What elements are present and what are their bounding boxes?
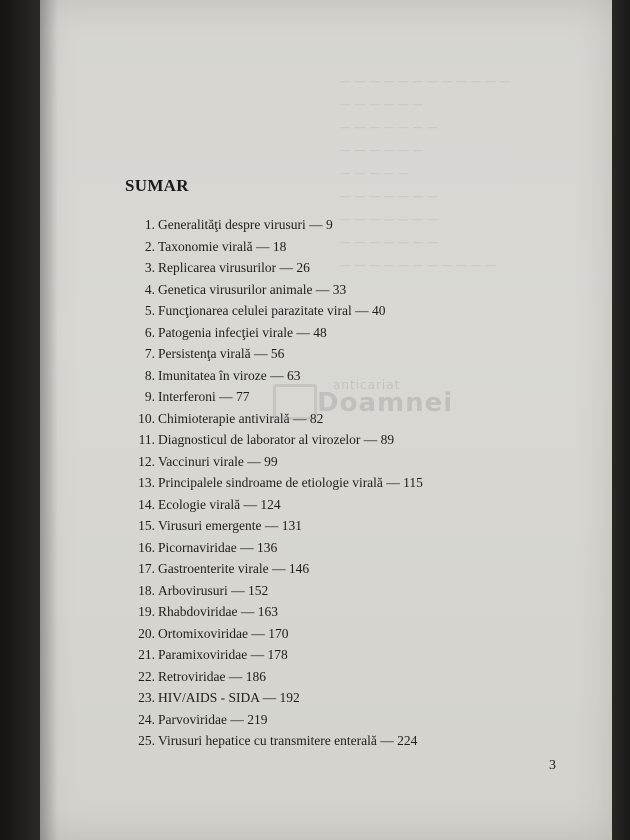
- toc-entry-number: 10.: [138, 410, 155, 426]
- toc-entry-number: 19.: [138, 604, 155, 619]
- toc-entry-title: Taxonomie virală — 18: [158, 238, 287, 254]
- toc-entry-title: Replicarea virusurilor — 26: [158, 260, 310, 275]
- toc-entry: [144, 300, 423, 322]
- toc-entry-number: 20.: [138, 625, 155, 641]
- table-of-contents: [138, 214, 423, 752]
- toc-entry: [144, 214, 423, 236]
- toc-entry: [138, 472, 423, 494]
- toc-entry-number: 8.: [144, 367, 155, 383]
- toc-entry-number: 23.: [138, 690, 155, 705]
- toc-entry-title: Patogenia infecţiei virale — 48: [158, 324, 327, 340]
- toc-entry-number: 3.: [144, 260, 155, 275]
- book-page: [40, 0, 612, 840]
- toc-entry: [138, 515, 423, 537]
- page-number: 3: [549, 758, 556, 773]
- toc-entry-number: 9.: [144, 389, 155, 404]
- toc-entry-title: Generalităţi despre virusuri — 9: [158, 217, 333, 232]
- toc-entry-number: 13.: [138, 475, 155, 490]
- toc-entry: [138, 451, 423, 473]
- toc-entry-number: 1.: [144, 217, 155, 232]
- toc-entry: [138, 580, 423, 602]
- toc-entry-title: Rhabdoviridae — 163: [158, 604, 278, 619]
- toc-entry: [144, 257, 423, 279]
- toc-entry-number: 15.: [138, 518, 155, 533]
- page-title: SUMAR: [125, 176, 189, 195]
- toc-entry: [138, 730, 423, 752]
- bleed-through-text: — — — — — — — — — — — — — — — — — — — — — — — — — — — — — — — — — — — — — — — — — — — — — — — — — — — — — — — — — — — — — — — — — — — —: [340, 75, 511, 272]
- toc-entry-number: 7.: [144, 346, 155, 361]
- toc-entry-title: Arbovirusuri — 152: [158, 582, 269, 598]
- toc-entry-number: 14.: [138, 496, 155, 512]
- toc-entry-number: 2.: [144, 238, 155, 254]
- toc-entry: [138, 666, 423, 688]
- toc-entry-title: Chimioterapie antivirală — 82: [158, 410, 324, 426]
- toc-entry-title: Parvoviridae — 219: [158, 711, 268, 727]
- toc-entry: [144, 343, 423, 365]
- toc-entry-title: Interferoni — 77: [158, 389, 250, 404]
- toc-entry-number: 24.: [138, 711, 155, 727]
- toc-entry-number: 17.: [138, 561, 155, 576]
- toc-entry: [138, 537, 423, 559]
- watermark-logo: [273, 378, 473, 424]
- toc-entry-number: 18.: [138, 582, 155, 598]
- toc-entry-title: Ecologie virală — 124: [158, 496, 281, 512]
- toc-entry: [138, 644, 423, 666]
- toc-entry: [138, 601, 423, 623]
- toc-entry: [144, 279, 423, 301]
- toc-entry-title: Retroviridae — 186: [158, 668, 266, 684]
- toc-entry-title: Ortomixoviridae — 170: [158, 625, 289, 641]
- toc-entry: [144, 322, 423, 344]
- toc-entry-number: 22.: [138, 668, 155, 684]
- toc-entry-title: Genetica virusurilor animale — 33: [158, 281, 347, 297]
- toc-entry-number: 11.: [138, 432, 155, 447]
- toc-entry-number: 21.: [138, 647, 155, 662]
- spine-shadow: [40, 0, 58, 840]
- toc-entry-title: Diagnosticul de laborator al virozelor — 89: [158, 432, 395, 447]
- toc-entry-title: Paramixoviridae — 178: [158, 647, 288, 662]
- toc-entry: [138, 429, 423, 451]
- watermark-box-icon: [273, 384, 317, 420]
- toc-entry-title: Funcţionarea celulei parazitate viral — 40: [158, 303, 386, 318]
- toc-entry: [144, 236, 423, 258]
- toc-entry-title: Persistenţa virală — 56: [158, 346, 285, 361]
- toc-entry: [138, 494, 423, 516]
- toc-entry-title: Vaccinuri virale — 99: [158, 453, 278, 469]
- toc-entry: [138, 623, 423, 645]
- toc-entry-title: Gastroenterite virale — 146: [158, 561, 310, 576]
- toc-entry-number: 5.: [144, 303, 155, 318]
- toc-entry-number: 12.: [138, 453, 155, 469]
- toc-entry-title: Imunitatea în viroze — 63: [158, 367, 301, 383]
- toc-entry: [138, 709, 423, 731]
- toc-entry-number: 16.: [138, 539, 155, 555]
- toc-entry-number: 6.: [144, 324, 155, 340]
- watermark-top-text: anticariat: [333, 378, 401, 392]
- toc-entry-title: Picornaviridae — 136: [158, 539, 278, 555]
- toc-entry-title: Principalele sindroame de etiologie virală — 115: [158, 475, 423, 490]
- toc-entry-number: 25.: [138, 733, 155, 748]
- toc-entry-title: Virusuri hepatice cu transmitere enterală — 224: [158, 733, 418, 748]
- toc-entry-title: Virusuri emergente — 131: [158, 518, 303, 533]
- toc-entry: [138, 558, 423, 580]
- watermark-main-text: Doamnei: [317, 388, 454, 418]
- toc-entry: [138, 687, 423, 709]
- toc-entry-title: HIV/AIDS - SIDA — 192: [158, 690, 300, 705]
- toc-entry-number: 4.: [144, 281, 155, 297]
